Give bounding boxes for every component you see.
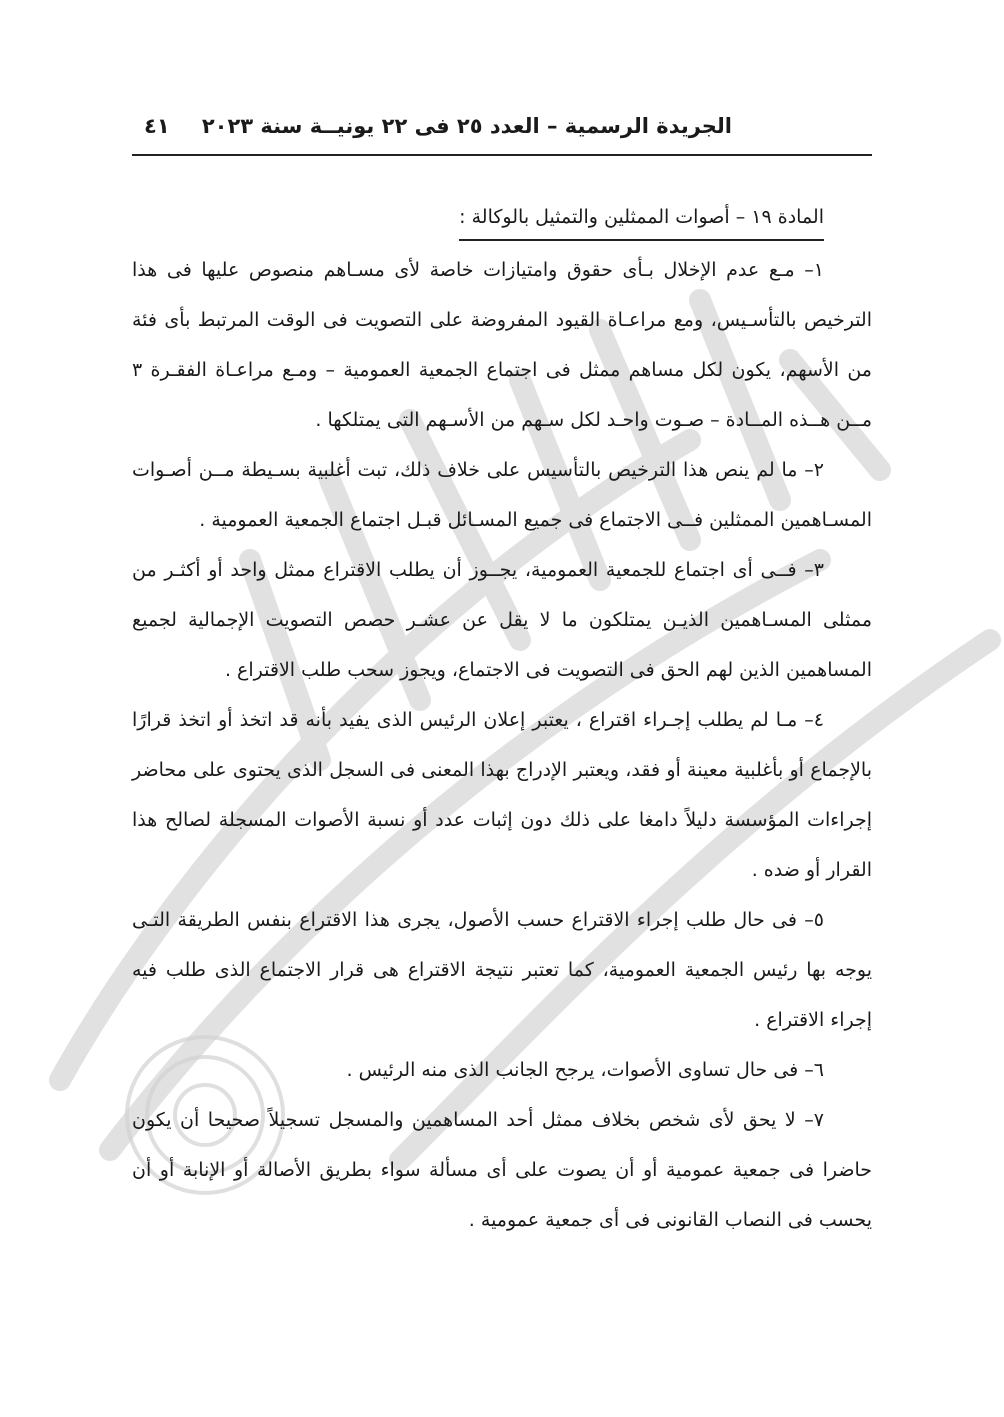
article-body: [132, 192, 872, 1245]
paragraph-3: ٣– فــى أى اجتماع للجمعية العمومية، يجــوز أن يطلب الاقتراع ممثل واحد أو أكثـر من ممثلى المسـاهمين الذيـن يمتلكون ما لا يقل عن عشـر حصص التصويت الإجمالية لجميع المساهمين الذين لهم الحق فى التصويت فى الاجتماع، ويجوز سحب طلب الاقتراع .: [132, 559, 872, 681]
article-title: المادة ١٩ – أصوات الممثلين والتمثيل بالوكالة :: [459, 195, 824, 241]
header-title: الجريدة الرسمية – العدد ٢٥ فى ٢٢ يونيــة سنة ٢٠٢٣: [201, 114, 732, 138]
page-header: [132, 110, 872, 156]
page-number: ٤١: [144, 114, 170, 138]
paragraph-4: ٤– مـا لم يطلب إجـراء اقتراع ، يعتبر إعلان الرئيس الذى يفيد بأنه قد اتخذ أو اتخذ قرارًا بالإجماع أو بأغلبية معينة أو فقد، ويعتبر الإدراج بهذا المعنى فى السجل الذى يحتوى على محاضر إجراءات المؤسسة دليلاً دامغا على ذلك دون إثبات عدد أو نسبة الأصوات المسجلة لصالح هذا القرار أو ضده .: [132, 709, 872, 881]
paragraph-1: ١– مـع عدم الإخلال بـأى حقوق وامتيازات خاصة لأى مسـاهم منصوص عليها فى هذا الترخيص بالتأسـيس، ومع مراعـاة القيود المفروضة على التصويت فى الوقت المرتبط بأى فئة من الأسهم، يكون لكل مساهم ممثل فى اجتماع الجمعية العمومية – ومـع مراعـاة الفقـرة ٣ مــن هــذه المــادة – صـوت واحـد لكل سـهم من الأسـهم التى يمتلكها .: [132, 259, 872, 431]
paragraph-5: ٥– فى حال طلب إجراء الاقتراع حسب الأصول، يجرى هذا الاقتراع بنفس الطريقة التـى يوجه بها رئيس الجمعية العمومية، كما تعتبر نتيجة الاقتراع هى قرار الاجتماع الذى طلب فيه إجراء الاقتراع .: [132, 909, 872, 1031]
paragraph-6: ٦– فى حال تساوى الأصوات، يرجح الجانب الذى منه الرئيس .: [346, 1059, 824, 1081]
paragraph-2: ٢– ما لم ينص هذا الترخيص بالتأسيس على خلاف ذلك، تبت أغلبية بسـيطة مــن أصـوات المسـاهمين الممثلين فــى الاجتماع فى جميع المسـائل قبـل اجتماع الجمعية العمومية .: [132, 459, 872, 531]
paragraph-7: ٧– لا يحق لأى شخص بخلاف ممثل أحد المساهمين والمسجل تسجيلاً صحيحا أن يكون حاضرا فى جمعية عمومية أو أن يصوت على أى مسألة سواء بطريق الأصالة أو الإنابة أو أن يحسب فى النصاب القانونى فى أى جمعية عمومية .: [132, 1109, 872, 1231]
